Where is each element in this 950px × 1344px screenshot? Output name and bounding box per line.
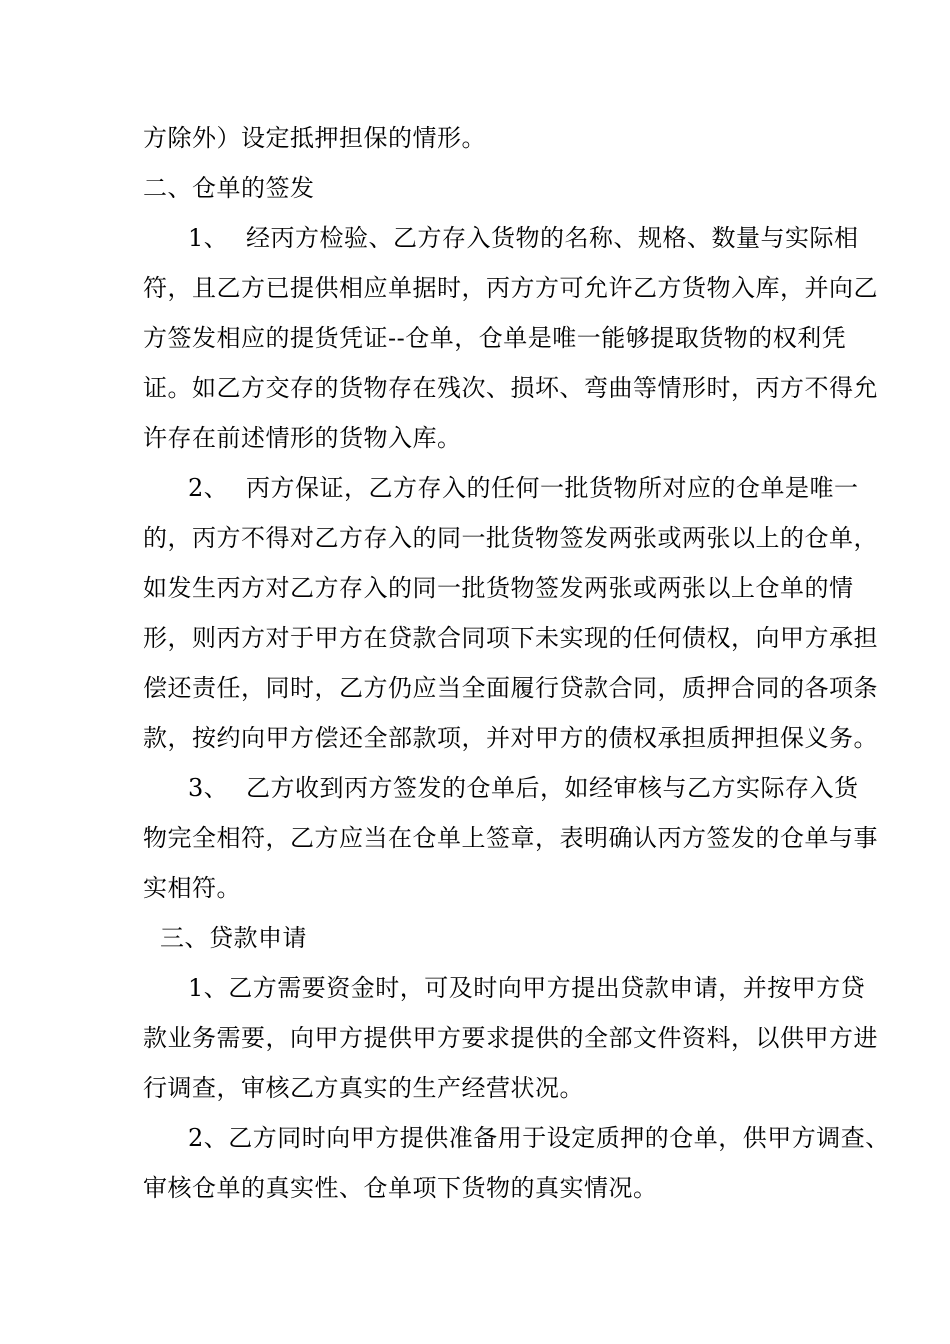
text-line: 实相符。 [143,874,241,902]
text-line: 款业务需要，向甲方提供甲方要求提供的全部文件资料，以供甲方进 [143,1024,878,1052]
item-text: 丙方保证，乙方存入的任何一批货物所对应的仓单是唯一 [246,474,859,502]
text-line: 2、乙方同时向甲方提供准备用于设定质押的仓单，供甲方调查、 [188,1124,890,1152]
text-line: 方签发相应的提货凭证--仓单，仓单是唯一能够提取货物的权利凭 [143,324,847,352]
text-line: 如发生丙方对乙方存入的同一批货物签发两张或两张以上仓单的情 [143,574,854,602]
text-line: 偿还责任，同时，乙方仍应当全面履行贷款合同，质押合同的各项条 [143,674,878,702]
text-line: 行调查，审核乙方真实的生产经营状况。 [143,1074,584,1102]
item-number: 3、 [188,774,229,802]
section-heading: 二、仓单的签发 [143,174,315,202]
text-line: 方除外）设定抵押担保的情形。 [143,124,486,152]
text-line: 符，且乙方已提供相应单据时，丙方方可允许乙方货物入库，并向乙 [143,274,878,302]
text-line: 形，则丙方对于甲方在贷款合同项下未实现的任何债权，向甲方承担 [143,624,878,652]
text-line: 许存在前述情形的货物入库。 [143,424,462,452]
text-line [188,223,858,253]
text-line: 1、乙方需要资金时，可及时向甲方提出贷款申请，并按甲方贷 [188,974,866,1002]
text-line [188,773,858,803]
text-line: 物完全相符，乙方应当在仓单上签章，表明确认丙方签发的仓单与事 [143,824,878,852]
text-line: 款，按约向甲方偿还全部款项，并对甲方的债权承担质押担保义务。 [143,724,878,752]
item-number: 2、 [188,474,229,502]
item-text: 经丙方检验、乙方存入货物的名称、规格、数量与实际相 [246,224,859,252]
item-text: 乙方收到丙方签发的仓单后，如经审核与乙方实际存入货 [246,774,859,802]
item-number: 1、 [188,224,229,252]
text-line: 证。如乙方交存的货物存在残次、损坏、弯曲等情形时，丙方不得允 [143,374,878,402]
section-heading: 三、贷款申请 [160,924,307,952]
text-line: 审核仓单的真实性、仓单项下货物的真实情况。 [143,1174,658,1202]
text-line [188,473,858,503]
text-line: 的，丙方不得对乙方存入的同一批货物签发两张或两张以上的仓单， [143,524,878,552]
